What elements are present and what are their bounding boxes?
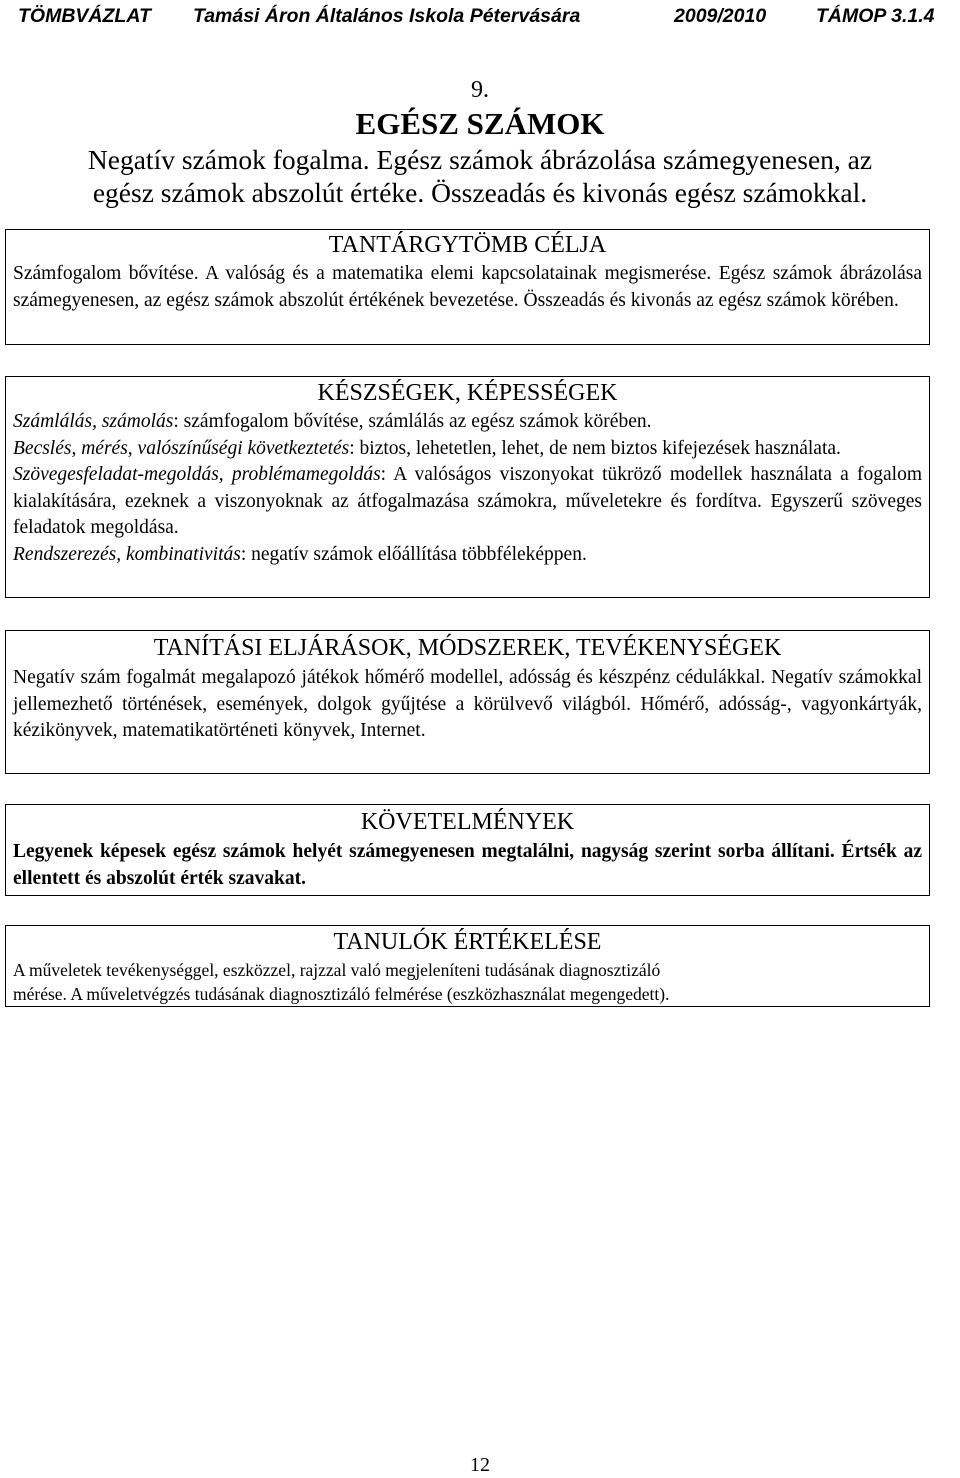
skill-text: : negatív számok előállítása többféleképpen. — [240, 543, 587, 565]
section-keszsegek — [5, 376, 930, 598]
section-heading: TANÍTÁSI ELJÁRÁSOK, MÓDSZEREK, TEVÉKENYSÉGEK — [153, 635, 782, 661]
skill-label: Szövegesfeladat-megoldás, problémamegoldás — [13, 464, 381, 485]
page-header — [0, 0, 960, 40]
header-school: Tamási Áron Általános Iskola Pétervására — [193, 5, 581, 27]
skill-label: Becslés, mérés, valószínűségi következtetés — [13, 437, 350, 459]
section-heading: TANTÁRGYTÖMB CÉLJA — [328, 232, 607, 258]
chapter-title: EGÉSZ SZÁMOK — [355, 106, 605, 141]
header-program: TÁMOP 3.1.4 — [816, 5, 935, 27]
skill-text: : biztos, lehetetlen, lehet, de nem biztos kifejezések használata. — [349, 437, 841, 459]
chapter-subtitle — [30, 143, 930, 209]
skill-label: Rendszerezés, kombinativitás — [13, 543, 241, 565]
section-text-line: A műveletek tevékenységgel, eszközzel, rajzzal való megjeleníteni tudásának diagnosztizáló — [13, 960, 661, 980]
chapter-number: 9. — [471, 77, 489, 103]
section-modszerek — [5, 630, 930, 774]
skill-item — [13, 462, 922, 542]
header-year: 2009/2010 — [674, 5, 767, 27]
skill-item — [13, 409, 922, 436]
skill-text: : A valóságos viszonyokat tükröző modellek használata a fogalom kialakítására, ezeknek a viszonyoknak az átfogalmazása számokra, műveletekre és fordítva. Egyszerű szöveges feladatok megoldása. — [13, 464, 922, 538]
header-title: TÖMBVÁZLAT — [18, 5, 151, 27]
skill-item — [13, 542, 922, 569]
section-heading: KÉSZSÉGEK, KÉPESSÉGEK — [317, 380, 618, 406]
section-heading: KÖVETELMÉNYEK — [360, 809, 575, 835]
skill-label: Számlálás, számolás — [13, 411, 174, 432]
section-text: Negatív szám fogalmát megalapozó játékok hőmérő modellel, adósság és készpénz cédulákkal. Negatív számokkal jellemezhető történések, események, dolgok gyűjtése a körülvevő világból. Hőmérő, adósság-, vagyonkártyák, kézikönyvek, matematikatörténeti könyvek, Internet. — [13, 667, 922, 741]
skill-item — [13, 436, 922, 463]
page-number: 12 — [470, 1454, 490, 1476]
section-text: Legyenek képesek egész számok helyét számegyenesen megtalálni, nagyság szerint sorba állítani. Értsék az ellentett és abszolút érték szavakat. — [13, 841, 922, 889]
subtitle-line: egész számok abszolút értéke. Összeadás és kivonás egész számokkal. — [92, 177, 868, 208]
section-ertekeles — [5, 925, 930, 1007]
subtitle-line: Negatív számok fogalma. Egész számok ábrázolása számegyenesen, az — [87, 144, 873, 175]
section-kovetelmenyek — [5, 804, 930, 896]
skill-text: : számfogalom bővítése, számlálás az egész számok körében. — [173, 411, 652, 432]
section-cel — [5, 229, 930, 345]
section-text: Számfogalom bővítése. A valóság és a matematika elemi kapcsolatainak megismerése. Egész számok ábrázolása számegyenesen, az egész számok abszolút értékének bevezetése. Összeadás és kivonás az egész számok körében. — [13, 263, 922, 311]
section-heading: TANULÓK ÉRTÉKELÉSE — [333, 929, 602, 955]
section-text-line: mérése. A műveletvégzés tudásának diagnosztizáló felmérése (eszközhasználat megengedett). — [13, 984, 670, 1004]
